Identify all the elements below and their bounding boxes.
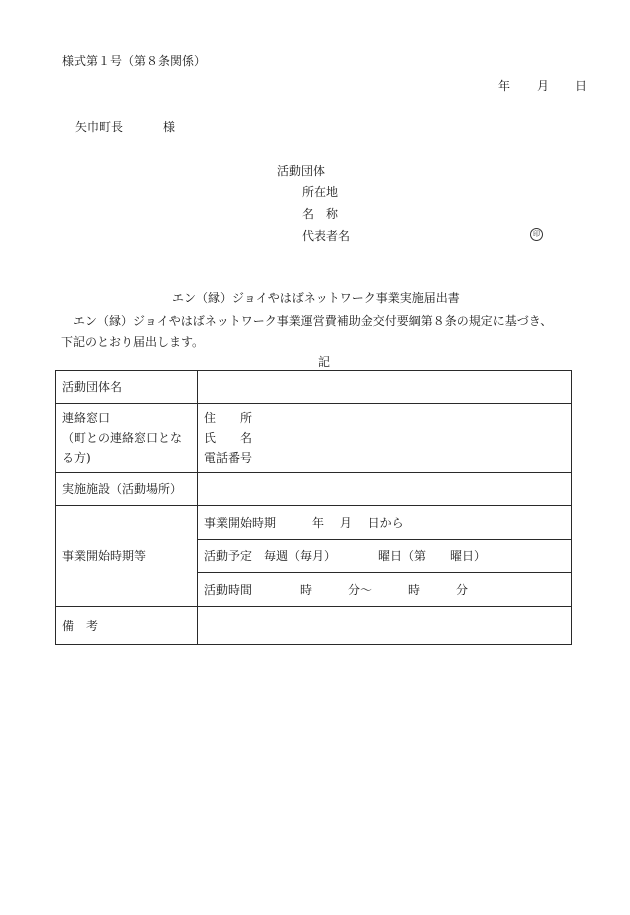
- contact-phone-label: 電話番号: [204, 451, 253, 465]
- applicant-heading: 活動団体: [277, 164, 326, 178]
- start-label: 事業開始時期等: [56, 506, 198, 607]
- applicant-name-label: 名 称: [302, 207, 339, 221]
- contact-address-label: 住 所: [204, 411, 253, 425]
- facility-label: 実施施設（活動場所）: [56, 473, 198, 506]
- seal-mark: 印: [530, 228, 543, 241]
- group-name-value: [198, 371, 572, 404]
- row-facility: [56, 473, 572, 506]
- notification-table: [55, 370, 572, 645]
- row-start-date: [56, 506, 572, 540]
- contact-label-line-1: 連絡窓口: [62, 411, 111, 425]
- schedule-field: 活動予定 毎週（毎月） 曜日（第 曜日）: [198, 540, 572, 573]
- group-name-label: 活動団体名: [56, 371, 198, 404]
- hours-field: 活動時間 時 分～ 時 分: [198, 573, 572, 607]
- row-group-name: [56, 371, 572, 404]
- date-month: 月: [537, 79, 550, 93]
- date-day: 日: [575, 79, 588, 93]
- applicant-location-label: 所在地: [302, 185, 339, 199]
- applicant-representative-label: 代表者名: [302, 229, 351, 243]
- form-number: 様式第１号（第８条関係）: [62, 54, 207, 68]
- addressee-suffix: 様: [163, 120, 176, 134]
- row-remarks: [56, 607, 572, 645]
- contact-name-label: 氏 名: [204, 431, 253, 445]
- body-text-line-1: エン（縁）ジョイやはばネットワーク事業運営費補助金交付要綱第８条の規定に基づき、: [73, 314, 553, 328]
- row-contact: [56, 404, 572, 473]
- remarks-label: 備 考: [56, 607, 198, 645]
- remarks-value: [198, 607, 572, 645]
- ki-label: 記: [318, 355, 331, 369]
- facility-value: [198, 473, 572, 506]
- contact-value: [198, 404, 572, 473]
- addressee-name: 矢巾町長: [75, 120, 124, 134]
- date-year: 年: [498, 79, 511, 93]
- start-date-field: 事業開始時期 年 月 日から: [198, 506, 572, 540]
- body-text-line-2: 下記のとおり届出します。: [61, 335, 205, 349]
- contact-label-line-2: （町との連絡窓口とな: [62, 431, 183, 445]
- contact-label: [56, 404, 198, 473]
- contact-label-line-3: る方): [62, 451, 91, 465]
- document-title: エン（縁）ジョイやはばネットワーク事業実施届出書: [172, 291, 460, 305]
